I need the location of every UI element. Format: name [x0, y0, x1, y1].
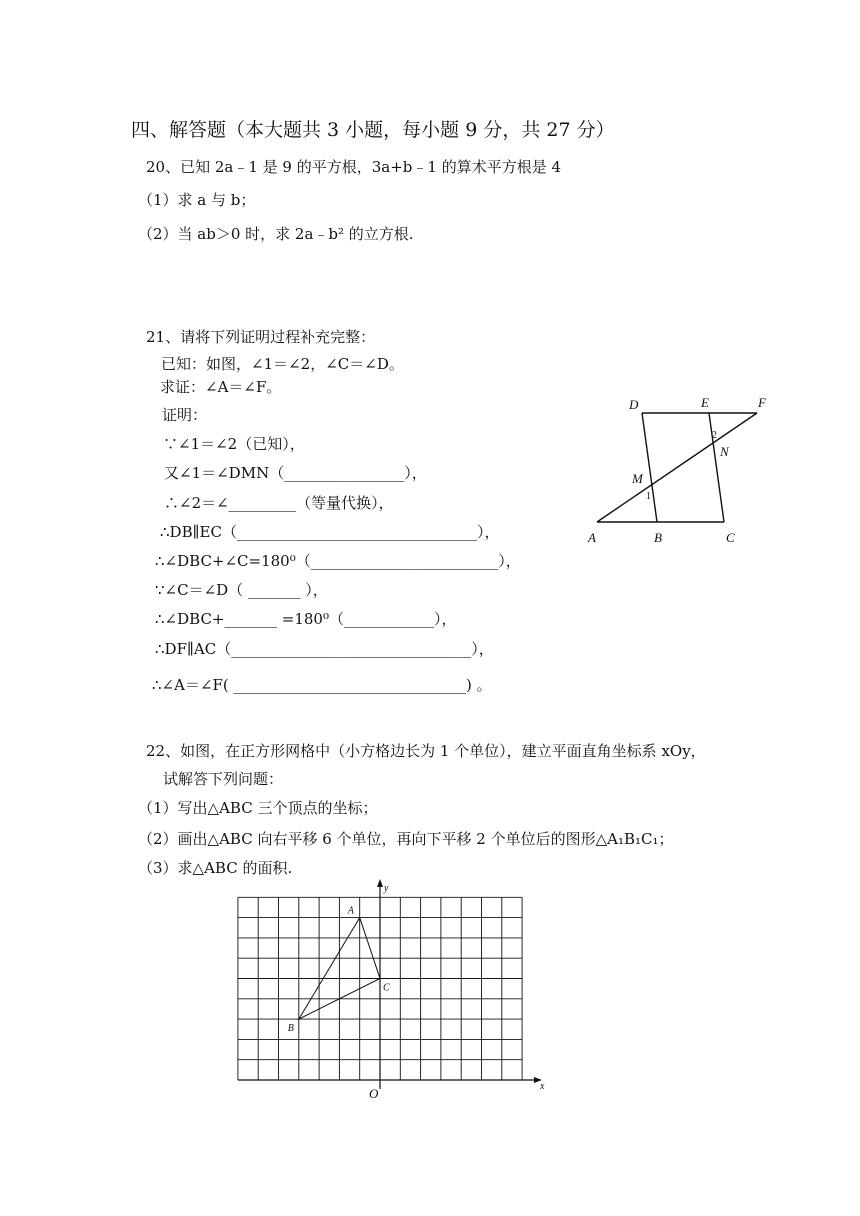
label-y: y	[384, 883, 389, 894]
q22-part1: （1）写出△ABC 三个顶点的坐标；	[138, 799, 378, 817]
q21-step-2: 又∠1＝∠DMN（________________），	[164, 464, 427, 482]
label-D: D	[629, 397, 639, 412]
label-E: E	[701, 395, 709, 410]
label-B: B	[287, 1023, 294, 1035]
q20-stem: 20、已知 2a﹣1 是 9 的平方根，3a+b﹣1 的算术平方根是 4	[146, 158, 562, 176]
q20-part1: （1）求 a 与 b；	[138, 191, 256, 209]
q21-step-5: ∴∠DBC+∠C=180⁰（_________________________），	[155, 552, 521, 570]
line-DB	[642, 413, 657, 522]
label-C: C	[726, 530, 735, 545]
q22-part2: （2）画出△ABC 向右平移 6 个单位，再向下平移 2 个单位后的图形△A₁B₁C₁；	[138, 830, 674, 848]
label-angle-2: 2	[712, 430, 717, 441]
label-angle-1: 1	[646, 491, 651, 502]
q21-step-1: ∵∠1＝∠2（已知），	[163, 435, 305, 453]
q21-step-6: ∵∠C＝∠D（ _______ ），	[155, 581, 328, 599]
label-N: N	[720, 444, 729, 459]
q21-step-7: ∴∠DBC+_______ =180⁰（____________），	[155, 610, 457, 628]
q21-prove: 求证：∠A＝∠F。	[160, 378, 282, 396]
label-x: x	[540, 1081, 545, 1092]
q21-step-9: ∴∠A＝∠F( _______________________________) 。	[152, 676, 492, 694]
label-C: C	[383, 982, 390, 994]
label-M: M	[632, 471, 643, 486]
q22-stem: 22、如图，在正方形网格中（小方格边长为 1 个单位），建立平面直角坐标系 xOy，	[146, 742, 706, 760]
label-A: A	[588, 530, 596, 545]
q21-step-4: ∴DB∥EC（________________________________），	[160, 523, 500, 541]
q21-stem: 21、请将下列证明过程补充完整：	[146, 328, 376, 346]
label-B: B	[654, 530, 662, 545]
q21-figure	[585, 392, 785, 552]
q20-part2: （2）当 ab＞0 时，求 2a﹣b² 的立方根.	[138, 225, 414, 243]
section-heading: 四、解答题（本大题共 3 小题，每小题 9 分，共 27 分）	[131, 119, 615, 141]
q22-stem-2: 试解答下列问题：	[163, 770, 284, 788]
q21-proof-label: 证明：	[162, 406, 208, 424]
label-A: A	[347, 905, 354, 917]
line-AF	[597, 413, 757, 522]
label-F: F	[758, 395, 766, 410]
q21-given: 已知：如图，∠1＝∠2，∠C＝∠D。	[161, 355, 404, 373]
q22-coordinate-grid	[230, 875, 560, 1105]
q22-part3: （3）求△ABC 的面积.	[138, 859, 293, 877]
q21-step-3: ∴∠2＝∠_________（等量代换），	[164, 494, 394, 512]
label-O: O	[369, 1086, 379, 1101]
q21-step-8: ∴DF∥AC（________________________________），	[155, 640, 494, 658]
y-axis-arrow	[377, 879, 383, 887]
